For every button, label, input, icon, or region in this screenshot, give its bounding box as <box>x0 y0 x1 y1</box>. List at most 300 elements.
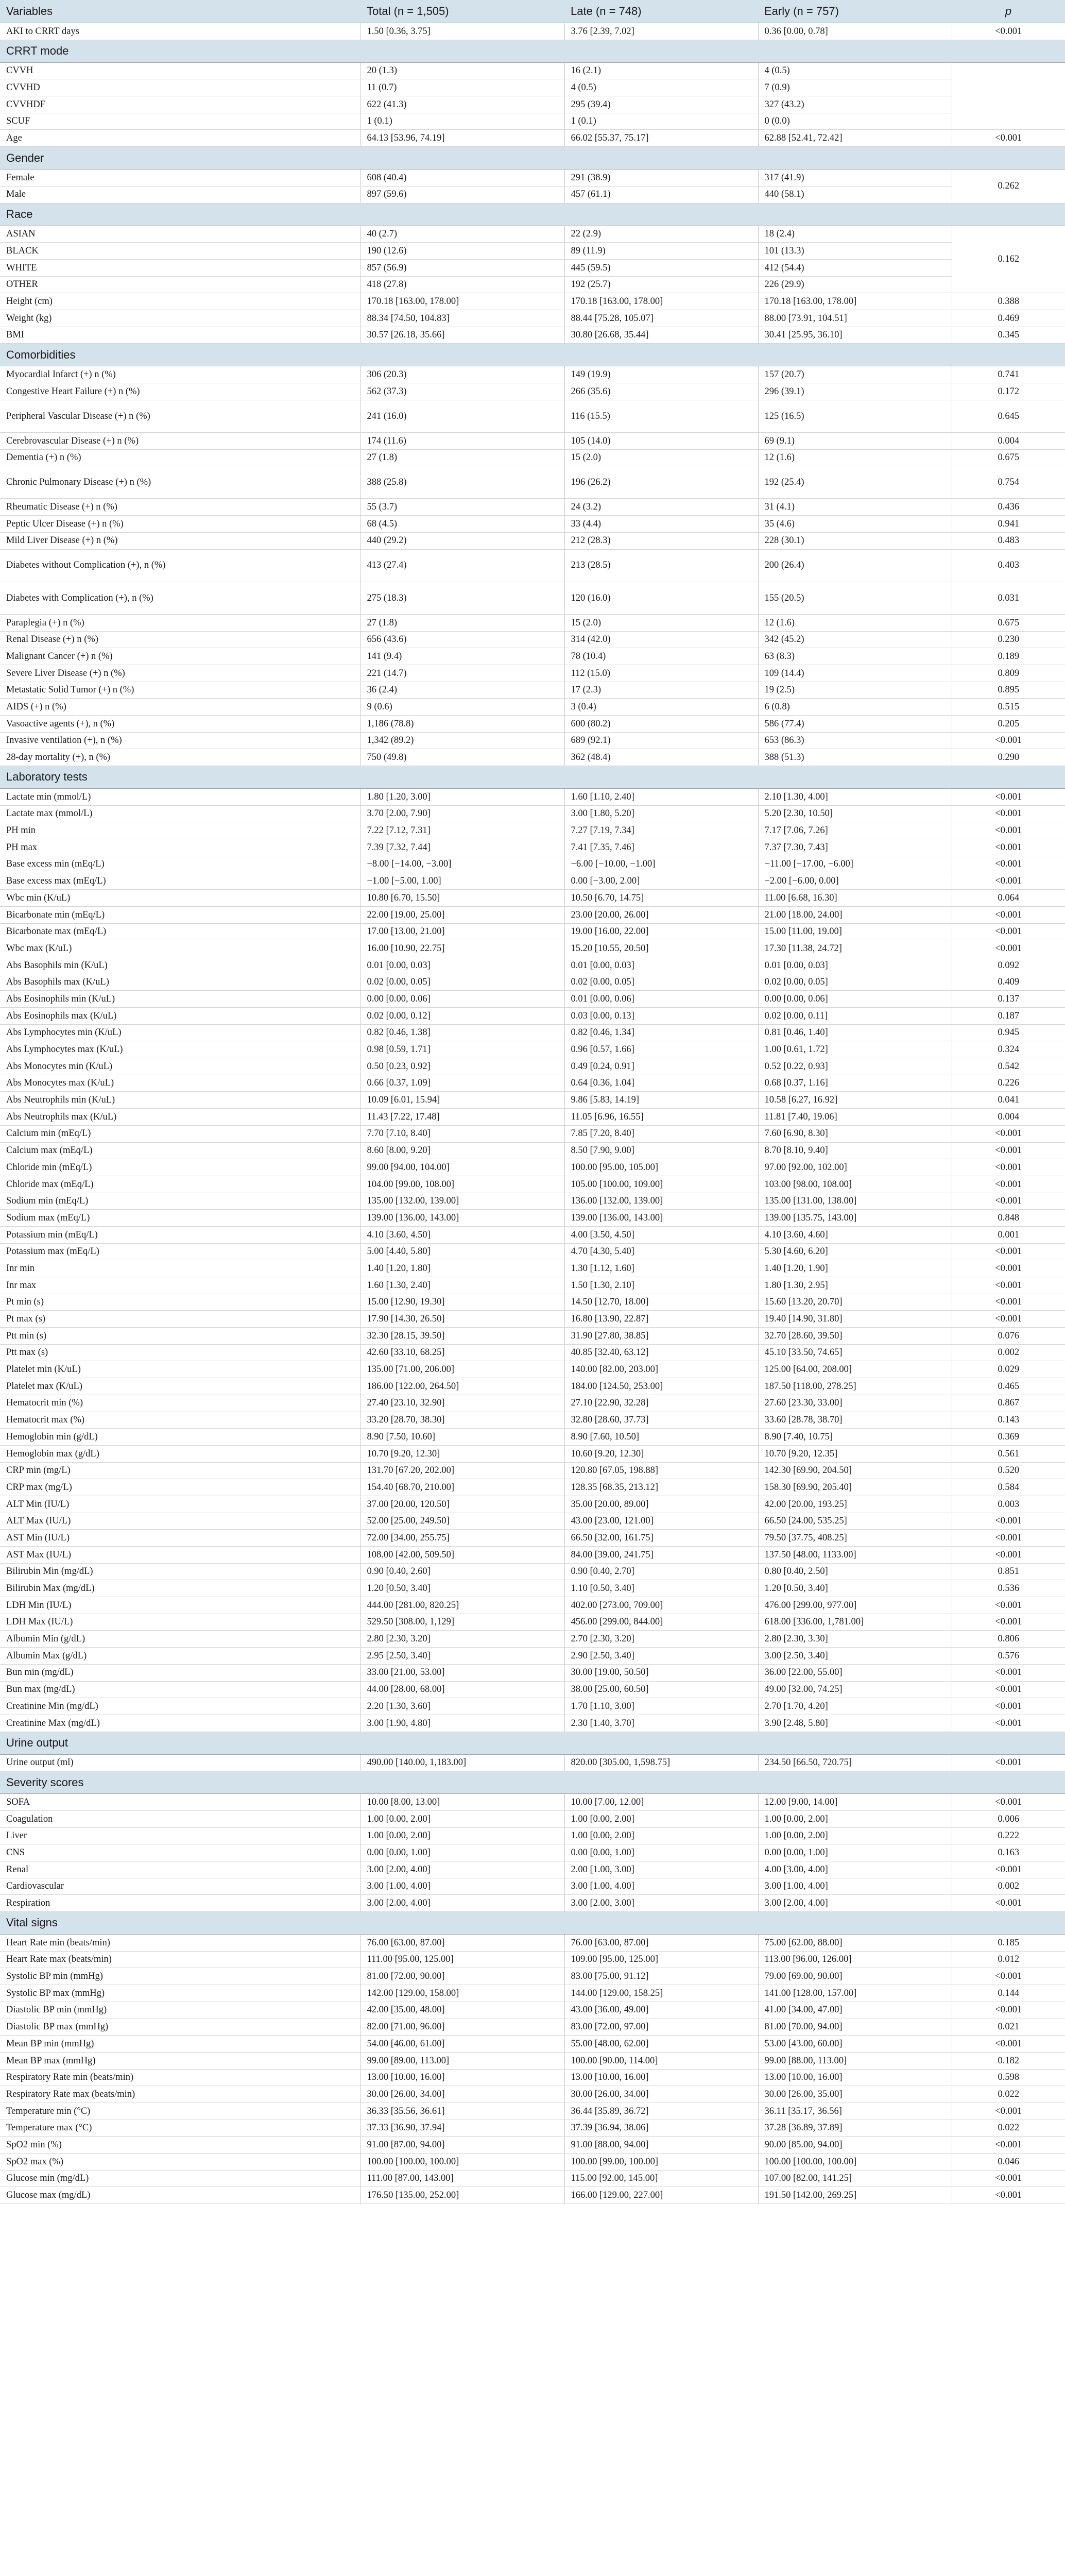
row-label: Paraplegia (+) n (%) <box>0 614 360 631</box>
section-header <box>0 203 1065 226</box>
p-value: 0.064 <box>952 890 1065 907</box>
late-value: 84.00 [39.00, 241.75] <box>564 1547 758 1564</box>
p-value: 0.851 <box>952 1563 1065 1580</box>
total-value: 7.39 [7.32, 7.44] <box>360 839 564 856</box>
row-label: AST Max (IU/L) <box>0 1547 360 1564</box>
table-row <box>0 732 1065 749</box>
late-value: 109.00 [95.00, 125.00] <box>564 1951 758 1968</box>
table-row <box>0 1445 1065 1462</box>
section-header <box>0 147 1065 170</box>
total-value: 8.90 [7.50, 10.60] <box>360 1429 564 1446</box>
early-value: 69 (9.1) <box>758 432 952 449</box>
p-value: 0.867 <box>952 1395 1065 1412</box>
row-label: Abs Lymphocytes min (K/uL) <box>0 1024 360 1041</box>
section-title: Urine output <box>0 1732 1065 1754</box>
total-value: −8.00 [−14.00, −3.00] <box>360 856 564 873</box>
p-value: <0.001 <box>952 2103 1065 2120</box>
early-value: 317 (41.9) <box>758 170 952 187</box>
total-value: 104.00 [99.00, 108.00] <box>360 1176 564 1193</box>
early-value: 33.60 [28.78, 38.70] <box>758 1412 952 1429</box>
late-value: 0.49 [0.24, 0.91] <box>564 1058 758 1075</box>
table-row <box>0 940 1065 957</box>
late-value: 445 (59.5) <box>564 259 758 276</box>
early-value: 10.58 [6.27, 16.92] <box>758 1092 952 1109</box>
p-value: <0.001 <box>952 1968 1065 1985</box>
late-value: 23.00 [20.00, 26.00] <box>564 906 758 923</box>
total-value: 275 (18.3) <box>360 582 564 614</box>
early-value: 1.00 [0.00, 2.00] <box>758 1827 952 1844</box>
table-row <box>0 648 1065 665</box>
table-row <box>0 532 1065 549</box>
p-value: 0.006 <box>952 1810 1065 1827</box>
p-value: 0.041 <box>952 1092 1065 1109</box>
table-row <box>0 1125 1065 1142</box>
total-value: 490.00 [140.00, 1,183.00] <box>360 1754 564 1771</box>
p-value: 0.345 <box>952 327 1065 344</box>
table-row <box>0 1827 1065 1844</box>
early-value: 81.00 [70.00, 94.00] <box>758 2019 952 2036</box>
table-row <box>0 1243 1065 1260</box>
early-value: 5.30 [4.60, 6.20] <box>758 1243 952 1260</box>
total-value: 9 (0.6) <box>360 699 564 716</box>
p-value: 0.262 <box>952 170 1065 203</box>
table-row <box>0 130 1065 147</box>
table-row <box>0 1462 1065 1479</box>
table-row <box>0 1429 1065 1446</box>
early-value: 2.70 [1.70, 4.20] <box>758 1698 952 1715</box>
p-value: 0.848 <box>952 1210 1065 1227</box>
late-value: 139.00 [136.00, 143.00] <box>564 1210 758 1227</box>
table-row <box>0 1715 1065 1732</box>
late-value: 16 (2.1) <box>564 62 758 79</box>
total-value: 13.00 [10.00, 16.00] <box>360 2069 564 2086</box>
early-value: 35 (4.6) <box>758 516 952 533</box>
table-body <box>0 23 1065 2204</box>
early-value: 0.02 [0.00, 0.05] <box>758 974 952 991</box>
row-label: Abs Eosinophils max (K/uL) <box>0 1008 360 1025</box>
total-value: 141 (9.4) <box>360 648 564 665</box>
table-row <box>0 79 1065 96</box>
p-value: 0.324 <box>952 1041 1065 1058</box>
row-label: Abs Lymphocytes max (K/uL) <box>0 1041 360 1058</box>
total-value: 111.00 [95.00, 125.00] <box>360 1951 564 1968</box>
p-value: 0.561 <box>952 1445 1065 1462</box>
p-value: 0.576 <box>952 1648 1065 1665</box>
early-value: 62.88 [52.41, 72.42] <box>758 130 952 147</box>
p-value: <0.001 <box>952 1715 1065 1732</box>
table-row <box>0 1024 1065 1041</box>
row-label: Renal <box>0 1861 360 1878</box>
total-value: 608 (40.4) <box>360 170 564 187</box>
row-label: Potassium min (mEq/L) <box>0 1226 360 1243</box>
early-value: 3.00 [2.00, 4.00] <box>758 1895 952 1912</box>
table-row <box>0 1614 1065 1631</box>
table-row <box>0 1985 1065 2002</box>
table-row <box>0 1092 1065 1109</box>
row-label: Mean BP max (mmHg) <box>0 2052 360 2069</box>
p-value: 0.162 <box>952 226 1065 293</box>
row-label: Hematocrit min (%) <box>0 1395 360 1412</box>
row-label: Respiratory Rate max (beats/min) <box>0 2086 360 2103</box>
total-value: 444.00 [281.00, 820.25] <box>360 1597 564 1614</box>
table-row <box>0 1878 1065 1895</box>
late-value: 37.39 [36.94, 38.06] <box>564 2120 758 2137</box>
late-value: 76.00 [63.00, 87.00] <box>564 1935 758 1952</box>
table-row <box>0 449 1065 466</box>
late-value: 33 (4.4) <box>564 516 758 533</box>
row-label: Wbc max (K/uL) <box>0 940 360 957</box>
row-label: Cardiovascular <box>0 1878 360 1895</box>
late-value: 0.96 [0.57, 1.66] <box>564 1041 758 1058</box>
total-value: 17.00 [13.00, 21.00] <box>360 923 564 940</box>
late-value: 3.00 [2.00, 3.00] <box>564 1895 758 1912</box>
early-value: 100.00 [100.00, 100.00] <box>758 2154 952 2171</box>
early-value: 113.00 [96.00, 126.00] <box>758 1951 952 1968</box>
early-value: 103.00 [98.00, 108.00] <box>758 1176 952 1193</box>
early-value: 170.18 [163.00, 178.00] <box>758 293 952 310</box>
late-value: 40.85 [32.40, 63.12] <box>564 1344 758 1361</box>
table-row <box>0 1563 1065 1580</box>
early-value: 90.00 [85.00, 94.00] <box>758 2137 952 2154</box>
row-label: CVVHD <box>0 79 360 96</box>
row-label: Chloride min (mEq/L) <box>0 1159 360 1176</box>
early-value: 125 (16.5) <box>758 400 952 432</box>
early-value: 8.70 [8.10, 9.40] <box>758 1142 952 1159</box>
row-label: Systolic BP min (mmHg) <box>0 1968 360 1985</box>
section-title: Race <box>0 203 1065 226</box>
table-row <box>0 1664 1065 1681</box>
early-value: −2.00 [−6.00, 0.00] <box>758 873 952 890</box>
row-label: Abs Monocytes min (K/uL) <box>0 1058 360 1075</box>
section-title: Laboratory tests <box>0 766 1065 789</box>
late-value: 78 (10.4) <box>564 648 758 665</box>
total-value: 33.20 [28.70, 38.30] <box>360 1412 564 1429</box>
total-value: 99.00 [94.00, 104.00] <box>360 1159 564 1176</box>
early-value: 79.00 [69.00, 90.00] <box>758 1968 952 1985</box>
row-label: Vasoactive agents (+), n (%) <box>0 716 360 733</box>
total-value: 4.10 [3.60, 4.50] <box>360 1226 564 1243</box>
row-label: Abs Eosinophils min (K/uL) <box>0 991 360 1008</box>
early-value: 157 (20.7) <box>758 366 952 383</box>
table-row <box>0 1513 1065 1530</box>
late-value: 314 (42.0) <box>564 631 758 648</box>
table-row <box>0 259 1065 276</box>
row-label: Sodium max (mEq/L) <box>0 1210 360 1227</box>
early-value: 18 (2.4) <box>758 226 952 243</box>
p-value: 0.584 <box>952 1479 1065 1496</box>
row-label: Weight (kg) <box>0 310 360 327</box>
late-value: 2.30 [1.40, 3.70] <box>564 1715 758 1732</box>
late-value: 7.27 [7.19, 7.34] <box>564 822 758 839</box>
p-value <box>952 62 1065 130</box>
early-value: 234.50 [66.50, 720.75] <box>758 1754 952 1771</box>
total-value: 897 (59.6) <box>360 186 564 203</box>
late-value: 19.00 [16.00, 22.00] <box>564 923 758 940</box>
table-row <box>0 366 1065 383</box>
p-value: 0.520 <box>952 1462 1065 1479</box>
row-label: Mean BP min (mmHg) <box>0 2036 360 2053</box>
total-value: 0.82 [0.46, 1.38] <box>360 1024 564 1041</box>
table-row <box>0 383 1065 400</box>
p-value: 0.483 <box>952 532 1065 549</box>
table-row <box>0 1648 1065 1665</box>
early-value: 32.70 [28.60, 39.50] <box>758 1328 952 1345</box>
row-label: Sodium min (mEq/L) <box>0 1193 360 1210</box>
p-value: <0.001 <box>952 1794 1065 1811</box>
row-label: Platelet max (K/uL) <box>0 1378 360 1395</box>
row-label: Liver <box>0 1827 360 1844</box>
row-label: Urine output (ml) <box>0 1754 360 1771</box>
row-label: Lactate min (mmol/L) <box>0 789 360 806</box>
early-value: 27.60 [23.30, 33.00] <box>758 1395 952 1412</box>
total-value: 64.13 [53.96, 74.19] <box>360 130 564 147</box>
p-value: 0.172 <box>952 383 1065 400</box>
row-label: Diabetes with Complication (+), n (%) <box>0 582 360 614</box>
late-value: 83.00 [72.00, 97.00] <box>564 2019 758 2036</box>
late-value: 105.00 [100.00, 109.00] <box>564 1176 758 1193</box>
row-label: SCUF <box>0 113 360 130</box>
table-row <box>0 631 1065 648</box>
row-label: Ptt max (s) <box>0 1344 360 1361</box>
p-value: 0.182 <box>952 2052 1065 2069</box>
row-label: Heart Rate max (beats/min) <box>0 1951 360 1968</box>
table-row <box>0 1260 1065 1277</box>
early-value: 75.00 [62.00, 88.00] <box>758 1935 952 1952</box>
row-label: Inr min <box>0 1260 360 1277</box>
total-value: 111.00 [87.00, 143.00] <box>360 2170 564 2187</box>
total-value: 142.00 [129.00, 158.00] <box>360 1985 564 2002</box>
row-label: Malignant Cancer (+) n (%) <box>0 648 360 665</box>
late-value: 0.82 [0.46, 1.34] <box>564 1024 758 1041</box>
late-value: 32.80 [28.60, 37.73] <box>564 1412 758 1429</box>
early-value: 139.00 [135.75, 143.00] <box>758 1210 952 1227</box>
early-value: 101 (13.3) <box>758 243 952 260</box>
early-value: 30.41 [25.95, 36.10] <box>758 327 952 344</box>
late-value: 266 (35.6) <box>564 383 758 400</box>
table-row <box>0 974 1065 991</box>
early-value: 36.11 [35.17, 36.56] <box>758 2103 952 2120</box>
total-value: 1.40 [1.20, 1.80] <box>360 1260 564 1277</box>
p-value: <0.001 <box>952 732 1065 749</box>
early-value: 187.50 [118.00, 278.25] <box>758 1378 952 1395</box>
p-value: <0.001 <box>952 1614 1065 1631</box>
section-header <box>0 1912 1065 1935</box>
late-value: 10.60 [9.20, 12.30] <box>564 1445 758 1462</box>
table-row <box>0 1226 1065 1243</box>
late-value: 31.90 [27.80, 38.85] <box>564 1328 758 1345</box>
table-row <box>0 170 1065 187</box>
table-row <box>0 1580 1065 1597</box>
late-value: 213 (28.5) <box>564 549 758 582</box>
total-value: 1.20 [0.50, 3.40] <box>360 1580 564 1597</box>
p-value: <0.001 <box>952 1176 1065 1193</box>
table-row <box>0 1547 1065 1564</box>
row-label: Base excess max (mEq/L) <box>0 873 360 890</box>
early-value: 15.00 [11.00, 19.00] <box>758 923 952 940</box>
total-value: 1.60 [1.30, 2.40] <box>360 1277 564 1294</box>
table-row <box>0 1597 1065 1614</box>
table-row <box>0 1935 1065 1952</box>
early-value: 66.50 [24.00, 535.25] <box>758 1513 952 1530</box>
table-row <box>0 499 1065 516</box>
late-value: 689 (92.1) <box>564 732 758 749</box>
p-value: <0.001 <box>952 1243 1065 1260</box>
row-label: Dementia (+) n (%) <box>0 449 360 466</box>
row-label: Lactate max (mmol/L) <box>0 805 360 822</box>
total-value: 0.01 [0.00, 0.03] <box>360 957 564 974</box>
early-value: 0.00 [0.00, 1.00] <box>758 1844 952 1861</box>
row-label: Inr max <box>0 1277 360 1294</box>
p-value: 0.029 <box>952 1361 1065 1378</box>
total-value: 241 (16.0) <box>360 400 564 432</box>
row-label: Cerebrovascular Disease (+) n (%) <box>0 432 360 449</box>
total-value: 2.20 [1.30, 3.60] <box>360 1698 564 1715</box>
total-value: 3.00 [1.00, 4.00] <box>360 1878 564 1895</box>
table-row <box>0 1794 1065 1811</box>
total-value: 7.22 [7.12, 7.31] <box>360 822 564 839</box>
p-value: 0.046 <box>952 2154 1065 2171</box>
total-value: 186.00 [122.00, 264.50] <box>360 1378 564 1395</box>
total-value: 529.50 [308.00, 1,129] <box>360 1614 564 1631</box>
p-value: <0.001 <box>952 1513 1065 1530</box>
table-row <box>0 276 1065 293</box>
p-value: 0.754 <box>952 466 1065 499</box>
total-value: 3.00 [2.00, 4.00] <box>360 1895 564 1912</box>
table-row <box>0 1109 1065 1126</box>
early-value: 21.00 [18.00, 24.00] <box>758 906 952 923</box>
early-value: 618.00 [336.00, 1,781.00] <box>758 1614 952 1631</box>
early-value: 1.00 [0.61, 1.72] <box>758 1041 952 1058</box>
p-value: <0.001 <box>952 1159 1065 1176</box>
section-header <box>0 40 1065 62</box>
early-value: 15.60 [13.20, 20.70] <box>758 1294 952 1311</box>
total-value: 1,342 (89.2) <box>360 732 564 749</box>
p-value: <0.001 <box>952 873 1065 890</box>
table-row <box>0 400 1065 432</box>
table-row <box>0 906 1065 923</box>
table-row <box>0 310 1065 327</box>
early-value: 388 (51.3) <box>758 749 952 766</box>
total-value: 0.66 [0.37, 1.09] <box>360 1075 564 1092</box>
total-value: 221 (14.7) <box>360 665 564 682</box>
total-value: 42.00 [35.00, 48.00] <box>360 2002 564 2019</box>
p-value: <0.001 <box>952 1277 1065 1294</box>
late-value: 2.90 [2.50, 3.40] <box>564 1648 758 1665</box>
row-label: BMI <box>0 327 360 344</box>
late-value: 0.64 [0.36, 1.04] <box>564 1075 758 1092</box>
late-value: 100.00 [99.00, 100.00] <box>564 2154 758 2171</box>
total-value: 22.00 [19.00, 25.00] <box>360 906 564 923</box>
early-value: 3.00 [2.50, 3.40] <box>758 1648 952 1665</box>
table-row <box>0 839 1065 856</box>
p-value: 0.515 <box>952 699 1065 716</box>
row-label: Peripheral Vascular Disease (+) n (%) <box>0 400 360 432</box>
late-value: 600 (80.2) <box>564 716 758 733</box>
total-value: 99.00 [89.00, 113.00] <box>360 2052 564 2069</box>
row-label: ALT Min (IU/L) <box>0 1496 360 1513</box>
header-total: Total (n = 1,505) <box>360 0 564 23</box>
p-value: <0.001 <box>952 1142 1065 1159</box>
total-value: 10.09 [6.01, 15.94] <box>360 1092 564 1109</box>
total-value: 32.30 [28.15, 39.50] <box>360 1328 564 1345</box>
early-value: 342 (45.2) <box>758 631 952 648</box>
total-value: 10.00 [8.00, 13.00] <box>360 1794 564 1811</box>
total-value: 1 (0.1) <box>360 113 564 130</box>
table-row <box>0 1159 1065 1176</box>
p-value: <0.001 <box>952 1311 1065 1328</box>
p-value: 0.741 <box>952 366 1065 383</box>
p-value: 0.163 <box>952 1844 1065 1861</box>
table-row <box>0 1861 1065 1878</box>
row-label: Rheumatic Disease (+) n (%) <box>0 499 360 516</box>
row-label: Age <box>0 130 360 147</box>
total-value: 11 (0.7) <box>360 79 564 96</box>
p-value: 0.675 <box>952 449 1065 466</box>
late-value: 136.00 [132.00, 139.00] <box>564 1193 758 1210</box>
p-value: 0.205 <box>952 716 1065 733</box>
table-row <box>0 1810 1065 1827</box>
table-row <box>0 113 1065 130</box>
p-value: 0.021 <box>952 2019 1065 2036</box>
row-label: Diastolic BP min (mmHg) <box>0 2002 360 2019</box>
late-value: 0.90 [0.40, 2.70] <box>564 1563 758 1580</box>
total-value: 1.50 [0.36, 3.75] <box>360 23 564 40</box>
total-value: 82.00 [71.00, 96.00] <box>360 2019 564 2036</box>
row-label: Hemoglobin min (g/dL) <box>0 1429 360 1446</box>
total-value: 440 (29.2) <box>360 532 564 549</box>
row-label: AST Min (IU/L) <box>0 1530 360 1547</box>
early-value: 5.20 [2.30, 10.50] <box>758 805 952 822</box>
table-row <box>0 2120 1065 2137</box>
early-value: 109 (14.4) <box>758 665 952 682</box>
late-value: 116 (15.5) <box>564 400 758 432</box>
total-value: 1.80 [1.20, 3.00] <box>360 789 564 806</box>
p-value: <0.001 <box>952 2187 1065 2204</box>
p-value: 0.536 <box>952 1580 1065 1597</box>
section-header <box>0 766 1065 789</box>
early-value: 31 (4.1) <box>758 499 952 516</box>
early-value: 137.50 [48.00, 1133.00] <box>758 1547 952 1564</box>
early-value: 7 (0.9) <box>758 79 952 96</box>
early-value: 8.90 [7.40, 10.75] <box>758 1429 952 1446</box>
table-row <box>0 1344 1065 1361</box>
p-value: <0.001 <box>952 130 1065 147</box>
row-label: Female <box>0 170 360 187</box>
late-value: 100.00 [95.00, 105.00] <box>564 1159 758 1176</box>
p-value: <0.001 <box>952 23 1065 40</box>
row-label: Chronic Pulmonary Disease (+) n (%) <box>0 466 360 499</box>
late-value: 128.35 [68.35, 213.12] <box>564 1479 758 1496</box>
late-value: 11.05 [6.96, 16.55] <box>564 1109 758 1126</box>
early-value: 6 (0.8) <box>758 699 952 716</box>
table-row <box>0 856 1065 873</box>
row-label: Bicarbonate max (mEq/L) <box>0 923 360 940</box>
p-value: 0.003 <box>952 1496 1065 1513</box>
table-row <box>0 2103 1065 2120</box>
row-label: LDH Min (IU/L) <box>0 1597 360 1614</box>
row-label: Diabetes without Complication (+), n (%) <box>0 549 360 582</box>
total-value: 3.70 [2.00, 7.90] <box>360 805 564 822</box>
late-value: 36.44 [35.89, 36.72] <box>564 2103 758 2120</box>
row-label: AKI to CRRT days <box>0 23 360 40</box>
table-row <box>0 923 1065 940</box>
late-value: 3.76 [2.39, 7.02] <box>564 23 758 40</box>
p-value: 0.598 <box>952 2069 1065 2086</box>
row-label: Glucose max (mg/dL) <box>0 2187 360 2204</box>
early-value: 4.10 [3.60, 4.60] <box>758 1226 952 1243</box>
late-value: 1.00 [0.00, 2.00] <box>564 1827 758 1844</box>
p-value: <0.001 <box>952 822 1065 839</box>
